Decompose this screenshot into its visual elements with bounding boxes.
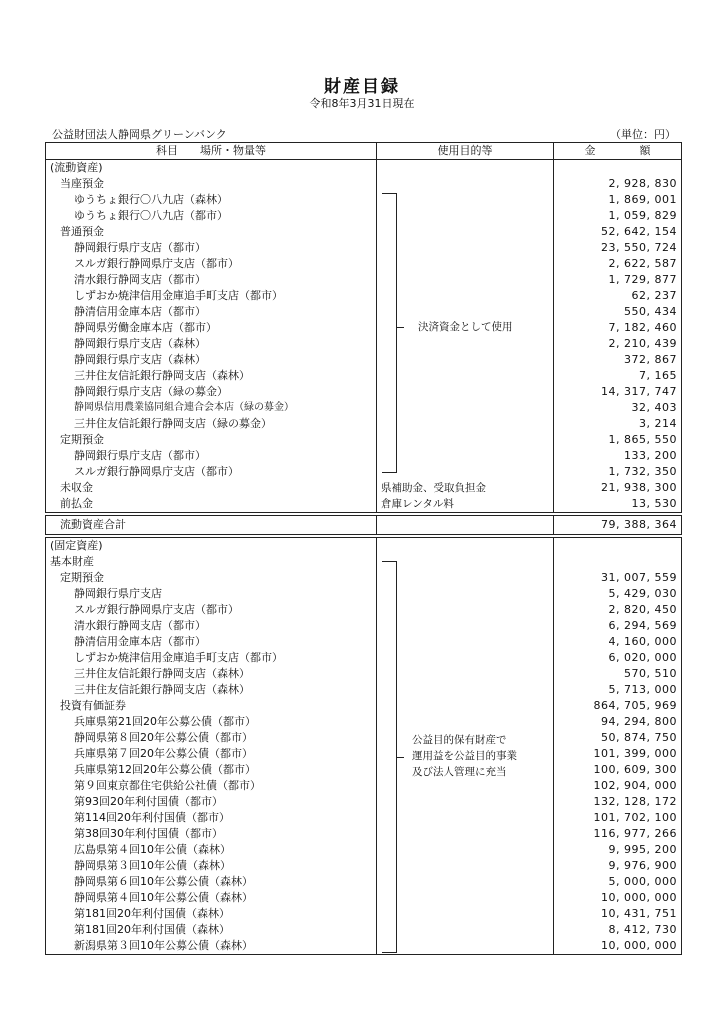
item-label: 三井住友信託銀行静岡支店（森林） <box>46 682 377 698</box>
item-purpose <box>377 682 554 698</box>
item-purpose <box>377 192 554 208</box>
item-amount: 52, 642, 154 <box>554 224 682 240</box>
item-label: 未収金 <box>46 480 377 496</box>
item-purpose <box>377 554 554 570</box>
item-amount: 10, 000, 000 <box>554 890 682 906</box>
item-amount: 13, 530 <box>554 496 682 513</box>
total-row <box>46 516 682 535</box>
item-purpose <box>377 464 554 480</box>
column-header-row <box>46 143 682 160</box>
bracket-fixed <box>382 561 397 953</box>
section-heading: (固定資産) <box>46 538 377 555</box>
item-purpose: 倉庫レンタル料 <box>377 496 554 513</box>
item-label: 静清信用金庫本店（都市） <box>46 634 377 650</box>
item-label: 静岡銀行県庁支店（都市） <box>46 240 377 256</box>
item-label: 第38回30年利付国債（都市） <box>46 826 377 842</box>
item-label: 静岡県第６回10年公募公債（森林） <box>46 874 377 890</box>
item-purpose <box>377 698 554 714</box>
table-row <box>46 602 682 618</box>
item-purpose <box>377 906 554 922</box>
table-row <box>46 570 682 586</box>
bracket-current-label: 決済資金として使用 <box>418 321 513 333</box>
item-purpose <box>377 368 554 384</box>
item-amount: 5, 713, 000 <box>554 682 682 698</box>
item-amount: 133, 200 <box>554 448 682 464</box>
table-row <box>46 496 682 513</box>
item-amount: 6, 294, 569 <box>554 618 682 634</box>
item-label: 兵庫県第12回20年公募公債（都市） <box>46 762 377 778</box>
item-purpose <box>377 256 554 272</box>
item-label: ゆうちょ銀行〇八九店（森林） <box>46 192 377 208</box>
item-purpose <box>377 432 554 448</box>
item-purpose: 県補助金、受取負担金 <box>377 480 554 496</box>
table-row <box>46 794 682 810</box>
table-row <box>46 618 682 634</box>
item-label: 兵庫県第21回20年公募公債（都市） <box>46 714 377 730</box>
item-label: 三井住友信託銀行静岡支店（森林） <box>46 666 377 682</box>
table-row <box>46 810 682 826</box>
item-purpose <box>377 224 554 240</box>
section-heading-row <box>46 538 682 555</box>
item-purpose <box>377 416 554 432</box>
item-purpose <box>377 826 554 842</box>
table-row <box>46 746 682 762</box>
item-amount: 32, 403 <box>554 400 682 416</box>
item-amount: 9, 995, 200 <box>554 842 682 858</box>
bracket-fixed-label-2: 運用益を公益目的事業 <box>412 750 517 762</box>
item-purpose <box>377 938 554 955</box>
item-purpose <box>377 400 554 416</box>
bracket-fixed-label-1: 公益目的保有財産で <box>412 734 507 746</box>
item-purpose <box>377 714 554 730</box>
item-amount: 50, 874, 750 <box>554 730 682 746</box>
item-label: 第181回20年利付国債（森林） <box>46 922 377 938</box>
item-label: 静岡県信用農業協同組合連合会本店（緑の募金） <box>46 400 377 416</box>
item-purpose <box>377 810 554 826</box>
item-amount: 10, 000, 000 <box>554 938 682 955</box>
table-row <box>46 416 682 432</box>
item-label: 三井住友信託銀行静岡支店（森林） <box>46 368 377 384</box>
item-purpose <box>377 288 554 304</box>
item-amount: 864, 705, 969 <box>554 698 682 714</box>
table-row <box>46 272 682 288</box>
item-purpose <box>377 634 554 650</box>
item-purpose <box>377 842 554 858</box>
item-amount: 23, 550, 724 <box>554 240 682 256</box>
column-header-purpose: 使用目的等 <box>377 143 554 160</box>
item-amount: 2, 820, 450 <box>554 602 682 618</box>
table-row <box>46 938 682 955</box>
table-row <box>46 554 682 570</box>
table-row <box>46 890 682 906</box>
table-row <box>46 352 682 368</box>
item-amount: 21, 938, 300 <box>554 480 682 496</box>
item-amount: 9, 976, 900 <box>554 858 682 874</box>
table-row <box>46 682 682 698</box>
item-label: 第９回東京都住宅供給公社債（都市） <box>46 778 377 794</box>
table-row <box>46 224 682 240</box>
item-amount: 101, 399, 000 <box>554 746 682 762</box>
item-amount: 570, 510 <box>554 666 682 682</box>
table-row <box>46 698 682 714</box>
table-row <box>46 714 682 730</box>
table-row <box>46 634 682 650</box>
column-header-amount: 金 額 <box>554 143 682 160</box>
item-amount: 1, 869, 001 <box>554 192 682 208</box>
item-label: しずおか焼津信用金庫追手町支店（都市） <box>46 288 377 304</box>
item-amount: 3, 214 <box>554 416 682 432</box>
table-row <box>46 240 682 256</box>
item-amount: 101, 702, 100 <box>554 810 682 826</box>
item-label: 定期預金 <box>46 570 377 586</box>
table-row <box>46 432 682 448</box>
table-row <box>46 730 682 746</box>
item-purpose <box>377 586 554 602</box>
item-label: 静岡銀行県庁支店 <box>46 586 377 602</box>
current-assets-table <box>45 142 682 513</box>
item-label: 前払金 <box>46 496 377 513</box>
table-row <box>46 304 682 320</box>
table-row <box>46 480 682 496</box>
total-amount: 79, 388, 364 <box>554 516 682 535</box>
table-row <box>46 176 682 192</box>
item-purpose <box>377 272 554 288</box>
item-purpose <box>377 858 554 874</box>
table-row <box>46 922 682 938</box>
table-row <box>46 762 682 778</box>
item-label: 兵庫県第７回20年公募公債（都市） <box>46 746 377 762</box>
item-amount: 7, 182, 460 <box>554 320 682 336</box>
item-amount: 14, 317, 747 <box>554 384 682 400</box>
item-amount: 7, 165 <box>554 368 682 384</box>
as-of-date: 令和8年3月31日現在 <box>309 97 415 110</box>
item-label: 広島県第４回10年公債（森林） <box>46 842 377 858</box>
fixed-assets-table <box>45 537 682 955</box>
item-purpose <box>377 618 554 634</box>
item-amount: 372, 867 <box>554 352 682 368</box>
item-label: 静岡県第３回10年公債（森林） <box>46 858 377 874</box>
item-amount: 1, 729, 877 <box>554 272 682 288</box>
table-row <box>46 778 682 794</box>
item-amount: 2, 622, 587 <box>554 256 682 272</box>
item-amount: 8, 412, 730 <box>554 922 682 938</box>
bracket-current <box>382 193 397 473</box>
item-amount: 5, 000, 000 <box>554 874 682 890</box>
item-purpose <box>377 890 554 906</box>
table-row <box>46 842 682 858</box>
table-row <box>46 586 682 602</box>
item-label: 清水銀行静岡支店（都市） <box>46 272 377 288</box>
item-purpose <box>377 384 554 400</box>
item-label: 普通預金 <box>46 224 377 240</box>
table-row <box>46 368 682 384</box>
item-amount: 132, 128, 172 <box>554 794 682 810</box>
item-amount: 100, 609, 300 <box>554 762 682 778</box>
item-purpose <box>377 602 554 618</box>
table-row <box>46 336 682 352</box>
item-label: 静岡銀行県庁支店（森林） <box>46 336 377 352</box>
item-purpose <box>377 240 554 256</box>
item-label: 第114回20年利付国債（都市） <box>46 810 377 826</box>
table-row <box>46 320 682 336</box>
item-purpose <box>377 874 554 890</box>
item-purpose <box>377 666 554 682</box>
item-label: 新潟県第３回10年公募公債（森林） <box>46 938 377 955</box>
table-row <box>46 858 682 874</box>
item-label: 静岡県第８回20年公募公債（都市） <box>46 730 377 746</box>
item-amount: 2, 210, 439 <box>554 336 682 352</box>
bracket-current-tick <box>396 327 404 328</box>
item-amount: 94, 294, 800 <box>554 714 682 730</box>
item-amount: 116, 977, 266 <box>554 826 682 842</box>
section-heading: (流動資産) <box>46 160 377 177</box>
bracket-fixed-tick <box>396 757 404 758</box>
item-label: スルガ銀行静岡県庁支店（都市） <box>46 602 377 618</box>
item-purpose <box>377 922 554 938</box>
table-row <box>46 874 682 890</box>
item-label: 基本財産 <box>46 554 377 570</box>
table-row <box>46 288 682 304</box>
current-assets-total-table <box>45 515 682 535</box>
item-amount: 10, 431, 751 <box>554 906 682 922</box>
item-label: 静清信用金庫本店（都市） <box>46 304 377 320</box>
item-amount: 62, 237 <box>554 288 682 304</box>
table-row <box>46 448 682 464</box>
item-amount: 550, 434 <box>554 304 682 320</box>
column-header-item: 科目 場所・物量等 <box>46 143 377 160</box>
item-label: 定期預金 <box>46 432 377 448</box>
item-label: 静岡銀行県庁支店（森林） <box>46 352 377 368</box>
item-purpose <box>377 778 554 794</box>
item-label: 投資有価証券 <box>46 698 377 714</box>
table-row <box>46 384 682 400</box>
item-label: 清水銀行静岡支店（都市） <box>46 618 377 634</box>
table-row <box>46 464 682 480</box>
item-label: 静岡県第４回10年公募公債（森林） <box>46 890 377 906</box>
item-amount: 6, 020, 000 <box>554 650 682 666</box>
item-purpose <box>377 570 554 586</box>
item-label: 第93回20年利付国債（都市） <box>46 794 377 810</box>
table-row <box>46 400 682 416</box>
item-purpose <box>377 176 554 192</box>
item-purpose <box>377 448 554 464</box>
item-label: しずおか焼津信用金庫追手町支店（都市） <box>46 650 377 666</box>
organization-name: 公益財団法人静岡県グリーンバンク <box>52 128 227 141</box>
table-row <box>46 256 682 272</box>
page-title: 財産目録 <box>324 77 400 97</box>
item-label: ゆうちょ銀行〇八九店（都市） <box>46 208 377 224</box>
table-row <box>46 208 682 224</box>
item-amount: 5, 429, 030 <box>554 586 682 602</box>
item-label: スルガ銀行静岡県庁支店（都市） <box>46 464 377 480</box>
total-label: 流動資産合計 <box>46 516 377 535</box>
item-purpose <box>377 336 554 352</box>
item-purpose <box>377 304 554 320</box>
item-label: 三井住友信託銀行静岡支店（緑の募金） <box>46 416 377 432</box>
unit-label: （単位：円） <box>610 128 676 141</box>
item-label: 当座預金 <box>46 176 377 192</box>
item-amount: 31, 007, 559 <box>554 570 682 586</box>
bracket-fixed-label-3: 及び法人管理に充当 <box>412 766 507 778</box>
table-row <box>46 650 682 666</box>
item-label: 静岡銀行県庁支店（都市） <box>46 448 377 464</box>
item-amount: 1, 732, 350 <box>554 464 682 480</box>
table-row <box>46 826 682 842</box>
item-label: 静岡銀行県庁支店（緑の募金） <box>46 384 377 400</box>
item-amount: 4, 160, 000 <box>554 634 682 650</box>
item-purpose <box>377 794 554 810</box>
item-label: スルガ銀行静岡県庁支店（都市） <box>46 256 377 272</box>
item-purpose <box>377 352 554 368</box>
item-amount: 1, 059, 829 <box>554 208 682 224</box>
table-row <box>46 192 682 208</box>
item-label: 静岡県労働金庫本店（都市） <box>46 320 377 336</box>
item-purpose <box>377 208 554 224</box>
item-amount: 102, 904, 000 <box>554 778 682 794</box>
item-amount: 1, 865, 550 <box>554 432 682 448</box>
item-amount: 2, 928, 830 <box>554 176 682 192</box>
table-row <box>46 666 682 682</box>
item-amount <box>554 554 682 570</box>
table-row <box>46 906 682 922</box>
item-purpose <box>377 650 554 666</box>
item-label: 第181回20年利付国債（森林） <box>46 906 377 922</box>
section-heading-row <box>46 160 682 177</box>
